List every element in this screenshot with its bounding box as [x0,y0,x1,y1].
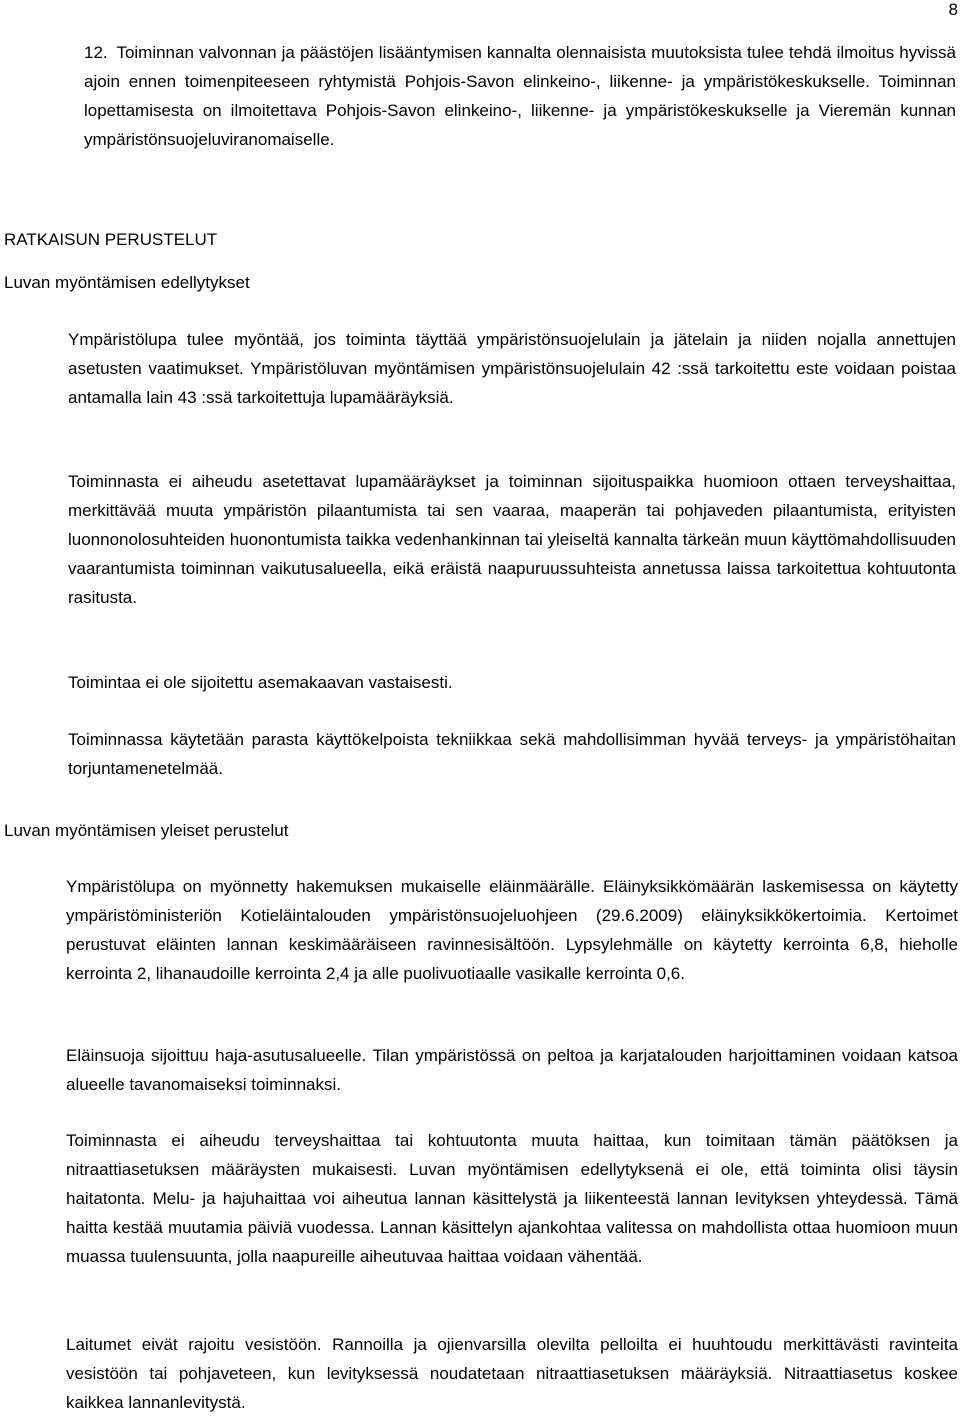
heading-luvan-myontamisen-edellytykset: Luvan myöntämisen edellytykset [4,273,250,292]
requirements-paragraph-4: Toiminnassa käytetään parasta käyttökelpoista tekniikkaa sekä mahdollisimman hyvää terveys- ja ympäristöhaitan torjuntamenetelmää. [68,730,956,778]
section-title-ratkaisun-perustelut: RATKAISUN PERUSTELUT [4,230,218,249]
item-12 [84,38,956,154]
general-paragraph-3: Toiminnasta ei aiheudu terveyshaittaa tai kohtuutonta muuta haittaa, kun toimitaan tämän päätöksen ja nitraattiasetuksen määräysten mukaisesti. Luvan myöntämisen edellytyksenä ei ole, että toiminta olisi täysin haitatonta. Melu- ja hajuhaittaa voi aiheutua lannan käsittelystä ja liikenteestä lannan levityksen yhteydessä. Tämä haitta kestää muutamia päiviä vuodessa. Lannan käsittelyn ajankohtaa valitessa on mahdollista ottaa huomioon muun muassa tuulensuunta, jolla naapureille aiheutuvaa haittaa voidaan vähentää. [66,1131,958,1266]
page-number: 8 [948,0,958,19]
item-12-text: Toiminnan valvonnan ja päästöjen lisääntymisen kannalta olennaisista muutoksista tulee tehdä ilmoitus hyvissä ajoin ennen toimenpiteeseen ryhtymistä Pohjois-Savon elinkeino-, liikenne- ja ympäristökeskukselle. Toiminnan lopettamisesta on ilmoitettava Pohjois-Savon elinkeino-, liikenne- ja ympäristökeskukselle ja Vieremän kunnan ympäristönsuojeluviranomaiselle. [84,43,956,149]
requirements-paragraph-1: Ympäristölupa tulee myöntää, jos toiminta täyttää ympäristönsuojelulain ja jätelain ja niiden nojalla annettujen asetusten vaatimukset. Ympäristöluvan myöntämisen ympäristönsuojelulain 42 :ssä tarkoitettu este voidaan poistaa antamalla lain 43 :ssä tarkoitettuja lupamääräyksiä. [68,330,956,407]
requirements-paragraph-2: Toiminnasta ei aiheudu asetettavat lupamääräykset ja toiminnan sijoituspaikka huomioon ottaen terveyshaittaa, merkittävää muuta ympäristön pilaantumista tai sen vaaraa, maaperän tai pohjaveden pilaantumista, erityisten luonnonolosuhteiden huonontumista taikka vedenhankinnan tai yleiseltä kannalta tärkeän muun käyttömahdollisuuden vaarantumista toiminnan vaikutusalueella, eikä eräistä naapuruussuhteista annetussa laissa tarkoitettua kohtuutonta rasitusta. [68,472,956,607]
item-12-number: 12. [84,43,108,62]
heading-luvan-myontamisen-yleiset-perustelut: Luvan myöntämisen yleiset perustelut [4,821,289,840]
requirements-paragraph-3: Toimintaa ei ole sijoitettu asemakaavan vastaisesti. [68,673,453,692]
general-paragraph-1: Ympäristölupa on myönnetty hakemuksen mukaiselle eläinmäärälle. Eläinyksikkömäärän laskemisessa on käytetty ympäristöministeriön Kotieläintalouden ympäristönsuojeluohjeen (29.6.2009) eläinyksikkökertoimia. Kertoimet perustuvat eläinten lannan keskimääräiseen ravinnesisältöön. Lypsylehmälle on käytetty kerrointa 6,8, hieholle kerrointa 2, lihanaudoille kerrointa 2,4 ja alle puolivuotiaalle vasikalle kerrointa 0,6. [66,877,958,983]
general-paragraph-4: Laitumet eivät rajoitu vesistöön. Rannoilla ja ojienvarsilla olevilta pelloilta ei huuhtoudu merkittävästi ravinteita vesistöön tai pohjaveteen, kun levityksessä noudatetaan nitraattiasetuksen määräyksiä. Nitraattiasetus koskee kaikkea lannanlevitystä. [66,1335,958,1412]
general-paragraph-2: Eläinsuoja sijoittuu haja-asutusalueelle. Tilan ympäristössä on peltoa ja karjatalouden harjoittaminen voidaan katsoa alueelle tavanomaiseksi toiminnaksi. [66,1046,958,1094]
